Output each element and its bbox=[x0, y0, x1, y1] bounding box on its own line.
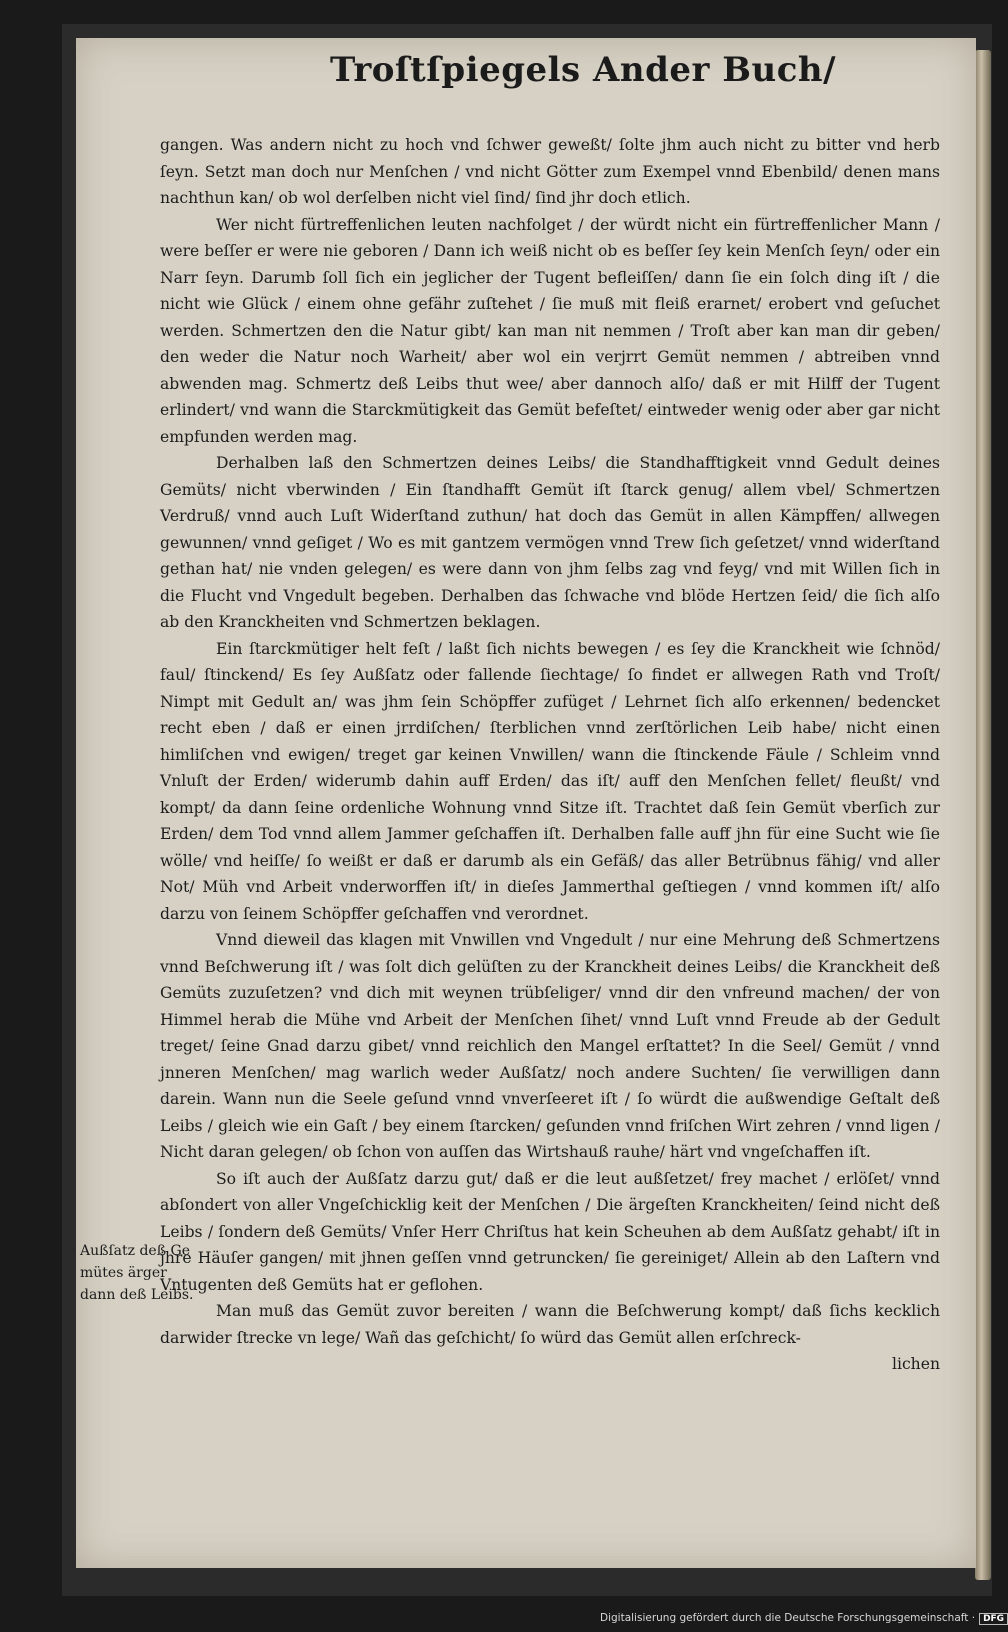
credit-text: Digitalisierung gefördert durch die Deutsche Forschungsgemeinschaft · bbox=[600, 1612, 976, 1624]
paragraph: Ein ſtarckmütiger helt feſt / laßt ſich nichts bewegen / es ſey die Kranckheit wie ſchnöd/ faul/ ſtinckend/ Es ſey Außſatz oder fallende ſiechtage/ ſo findet er allwegen Rath vnd Troſt/ Nimpt mit Gedult an/ was jhm ſein Schöpffer zufüget / Lehrnet ſich alſo erkennen/ bedencket recht eben / daß er einen jrrdiſchen/ ſterblichen vnnd zerſtörlichen Leib habe/ nicht einen himliſchen vnd ewigen/ treget gar keinen Vnwillen/ wann die ſtinckende Fäule / Schleim vnnd Vnluſt der Erden/ widerumb dahin auff Erden/ das iſt/ auff den Menſchen fellet/ fleußt/ vnd kompt/ da dann ſeine ordenliche Wohnung vnnd Sitze iſt. Trachtet daß ſein Gemüt vberſich zur Erden/ dem Tod vnnd allem Jammer geſchaffen iſt. Derhalben falle auff jhn für eine Sucht wie ſie wölle/ vnd heiſſe/ ſo weißt er daß er darumb als ein Gefäß/ das aller Betrübnus fähig/ vnd aller Not/ Müh vnd Arbeit vnderworffen iſt/ in dieſes Jammerthal geſtiegen / vnnd kommen iſt/ alſo darzu von ſeinem Schöpffer geſchaffen vnd verordnet. bbox=[160, 639, 940, 923]
marginal-note-line: mütes ärger bbox=[80, 1265, 167, 1281]
digitization-credit bbox=[600, 1612, 1005, 1625]
catchword: lichen bbox=[891, 1355, 940, 1373]
paragraph: Man muß das Gemüt zuvor bereiten / wann die Beſchwerung kompt/ daß ſichs kecklich darwider ſtrecke vn lege/ Wañ das geſchicht/ ſo würd das Gemüt allen erſchreck- bbox=[160, 1302, 940, 1347]
paragraph: Wer nicht fürtreffenlichen leuten nachfolget / der würdt nicht ein fürtreffenlicher Mann / were beſſer er were nie geboren / Dann ich weiß nicht ob es beſſer ſey kein Menſch ſeyn/ oder ein Narr ſeyn. Darumb ſoll ſich ein jeglicher der Tugent befleiſſen/ dann ſie ein ſolch ding iſt / die nicht wie Glück / einem ohne gefähr zuſtehet / ſie muß mit fleiß erarnet/ erobert vnd geſuchet werden. Schmertzen den die Natur gibt/ kan man nit nemmen / Troſt aber kan man dir geben/ den weder die Natur noch Warheit/ aber wol ein verjrrt Gemüt nemmen / abtreiben vnnd abwenden mag. Schmertz deß Leibs thut wee/ aber dannoch alſo/ daß er mit Hilff der Tugent erlindert/ vnd wann die Starckmütigkeit das Gemüt befeſtet/ eintweder wenig oder aber gar nicht empfunden werden mag. bbox=[160, 215, 940, 446]
paragraph: Derhalben laß den Schmertzen deines Leibs/ die Standhafftigkeit vnnd Gedult deines Gemüts/ nicht vberwinden / Ein ſtandhafft Gemüt iſt ſtarck genug/ allem vbel/ Schmertzen Verdruß/ vnnd auch Luſt Widerſtand zuthun/ hat doch das Gemüt in allen Kämpffen/ allwegen gewunnen/ vnnd geſiget / Wo es mit gantzem vermögen vnnd Trew ſich geſetzet/ vnnd widerſtand gethan hat/ nie vnden gelegen/ es were dann von jhm ſelbs zag vnd feyg/ vnd mit Willen ſich in die Flucht vnd Vngedult begeben. Derhalben das ſchwache vnd blöde Hertzen ſeid/ die ſich alſo ab den Kranckheiten vnd Schmertzen beklagen. bbox=[160, 454, 940, 631]
paragraph: gangen. Was andern nicht zu hoch vnd ſchwer geweßt/ ſolte jhm auch nicht zu bitter vnd herb ſeyn. Setzt man doch nur Menſchen / vnd nicht Götter zum Exempel vnnd Ebenbild/ denen mans nachthun kan/ ob wol derſelben nicht viel ſind/ ſind jhr doch etlich. bbox=[160, 136, 940, 207]
marginal-note bbox=[80, 1240, 200, 1306]
dfg-logo: DFG bbox=[979, 1613, 1008, 1625]
running-head: Troſtſpiegels Ander Buch/ bbox=[330, 50, 837, 90]
paragraph: So iſt auch der Außſatz darzu gut/ daß er die leut außſetzet/ frey machet / erlöſet/ vnnd abſondert von aller Vngeſchicklig keit der Menſchen / Die ärgeſten Kranckheiten/ ſeind nicht deß Leibs / ſondern deß Gemüts/ Vnſer Herr Chriſtus hat kein Scheuhen ab dem Außſatz gehabt/ iſt in jhre Häuſer gangen/ mit jhnen geſſen vnnd getruncken/ ſie gereiniget/ Allein ab den Laſtern vnd Vntugenten deß Gemüts hat er geflohen. bbox=[160, 1169, 940, 1294]
marginal-note-line: dann deß Leibs. bbox=[80, 1287, 194, 1303]
page-edge bbox=[975, 50, 991, 1580]
marginal-note-line: Außſatz deß Ge bbox=[80, 1243, 190, 1259]
paragraph: Vnnd dieweil das klagen mit Vnwillen vnd Vngedult / nur eine Mehrung deß Schmertzens vnnd Beſchwerung iſt / was ſolt dich gelüſten zu der Kranckheit deines Leibs/ die Kranckheit deß Gemüts zuzuſetzen? vnd dich mit weynen trübſeliger/ vnnd dir den vnfreund machen/ der von Himmel herab die Mühe vnd Arbeit der Menſchen ſihet/ vnnd Luſt vnnd Freude ab der Gedult treget/ ſeine Gnad darzu gibet/ vnnd reichlich den Mangel erſtattet? In die Seel/ Gemüt / vnnd jnneren Menſchen/ mag warlich weder Außſatz/ noch andere Suchten/ ſie verwilligen dann darein. Wann nun die Seele geſund vnnd vnverſeeret iſt / ſo würdt die außwendige Geſtalt deß Leibs / gleich wie ein Gaſt / bey einem ſtarcken/ geſunden vnnd friſchen Wirt zehren / vnnd ligen / Nicht daran gelegen/ ob ſchon von auſſen das Wirtshauß rauhe/ härt vnd vngeſchaffen iſt. bbox=[160, 931, 940, 1161]
body-text bbox=[160, 132, 940, 1378]
